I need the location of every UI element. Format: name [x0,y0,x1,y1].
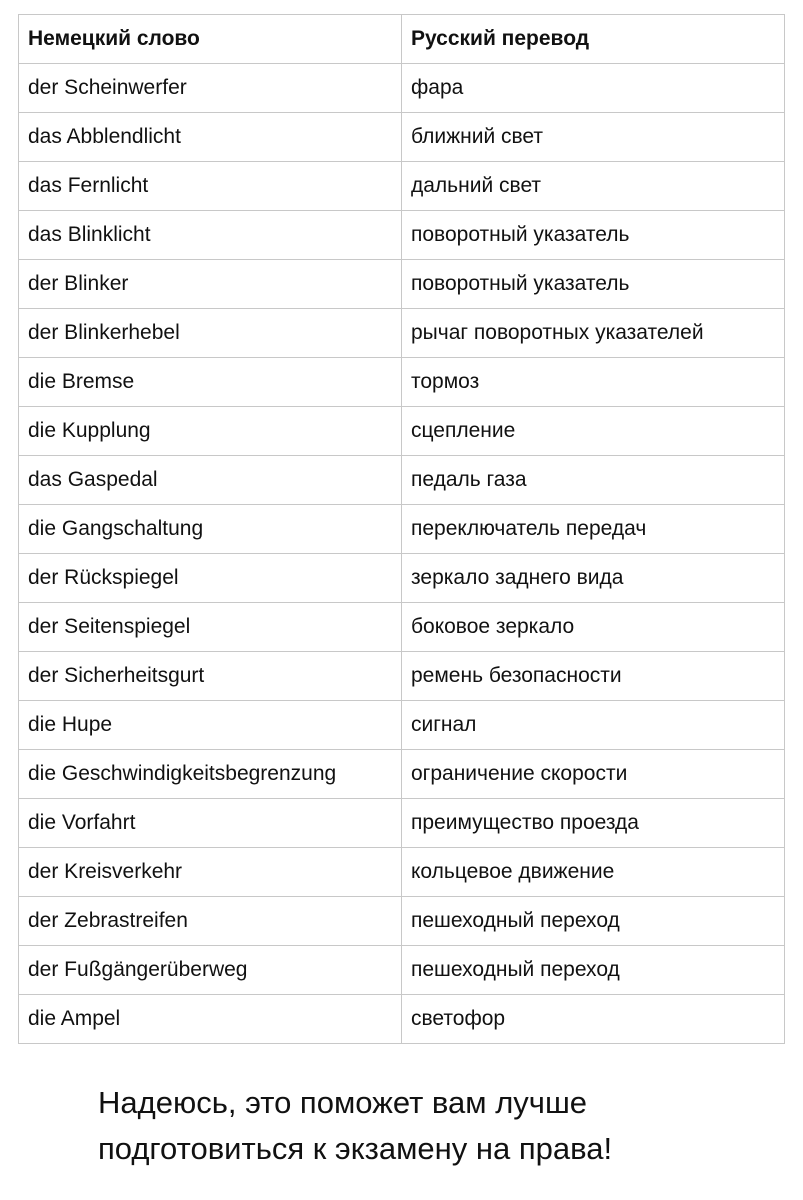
vocabulary-table [18,14,785,1044]
german-word: der Scheinwerfer [19,64,402,113]
russian-translation: фара [402,64,785,113]
russian-translation: ремень безопасности [402,652,785,701]
russian-translation: пешеходный переход [402,946,785,995]
table-row [19,701,785,750]
table-row [19,407,785,456]
russian-translation: зеркало заднего вида [402,554,785,603]
table-row [19,505,785,554]
table-row [19,309,785,358]
german-word: das Fernlicht [19,162,402,211]
russian-translation: сцепление [402,407,785,456]
german-word: das Gaspedal [19,456,402,505]
german-word: der Blinker [19,260,402,309]
german-word: die Hupe [19,701,402,750]
closing-message [98,1080,612,1172]
german-word: das Blinklicht [19,211,402,260]
russian-translation: боковое зеркало [402,603,785,652]
table-row [19,848,785,897]
table-row [19,162,785,211]
russian-translation: поворотный указатель [402,260,785,309]
german-word: der Kreisverkehr [19,848,402,897]
german-word: die Gangschaltung [19,505,402,554]
table-row [19,652,785,701]
german-word: der Sicherheitsgurt [19,652,402,701]
table-row [19,211,785,260]
german-word: die Bremse [19,358,402,407]
closing-line-2: подготовиться к экзамену на права! [98,1131,613,1166]
table-row [19,995,785,1044]
german-word: der Zebrastreifen [19,897,402,946]
russian-translation: преимущество проезда [402,799,785,848]
table-row [19,64,785,113]
german-word: die Vorfahrt [19,799,402,848]
russian-translation: поворотный указатель [402,211,785,260]
german-word: der Rückspiegel [19,554,402,603]
russian-translation: рычаг поворотных указателей [402,309,785,358]
header-german: Немецкий слово [19,15,402,64]
header-russian: Русский перевод [402,15,785,64]
german-word: das Abblendlicht [19,113,402,162]
german-word: der Blinkerhebel [19,309,402,358]
russian-translation: ограничение скорости [402,750,785,799]
table-row [19,750,785,799]
russian-translation: тормоз [402,358,785,407]
russian-translation: дальний свет [402,162,785,211]
table-row [19,456,785,505]
table-row [19,260,785,309]
german-word: die Geschwindigkeitsbegrenzung [19,750,402,799]
russian-translation: пешеходный переход [402,897,785,946]
russian-translation: переключатель передач [402,505,785,554]
table-row [19,603,785,652]
table-header-row [19,15,785,64]
russian-translation: сигнал [402,701,785,750]
russian-translation: педаль газа [402,456,785,505]
table-row [19,799,785,848]
german-word: die Ampel [19,995,402,1044]
table-row [19,946,785,995]
russian-translation: светофор [402,995,785,1044]
table-row [19,897,785,946]
table-row [19,358,785,407]
german-word: der Seitenspiegel [19,603,402,652]
russian-translation: кольцевое движение [402,848,785,897]
closing-line-1: Надеюсь, это поможет вам лучше [98,1085,588,1120]
table-row [19,113,785,162]
table-row [19,554,785,603]
german-word: die Kupplung [19,407,402,456]
russian-translation: ближний свет [402,113,785,162]
german-word: der Fußgängerüberweg [19,946,402,995]
